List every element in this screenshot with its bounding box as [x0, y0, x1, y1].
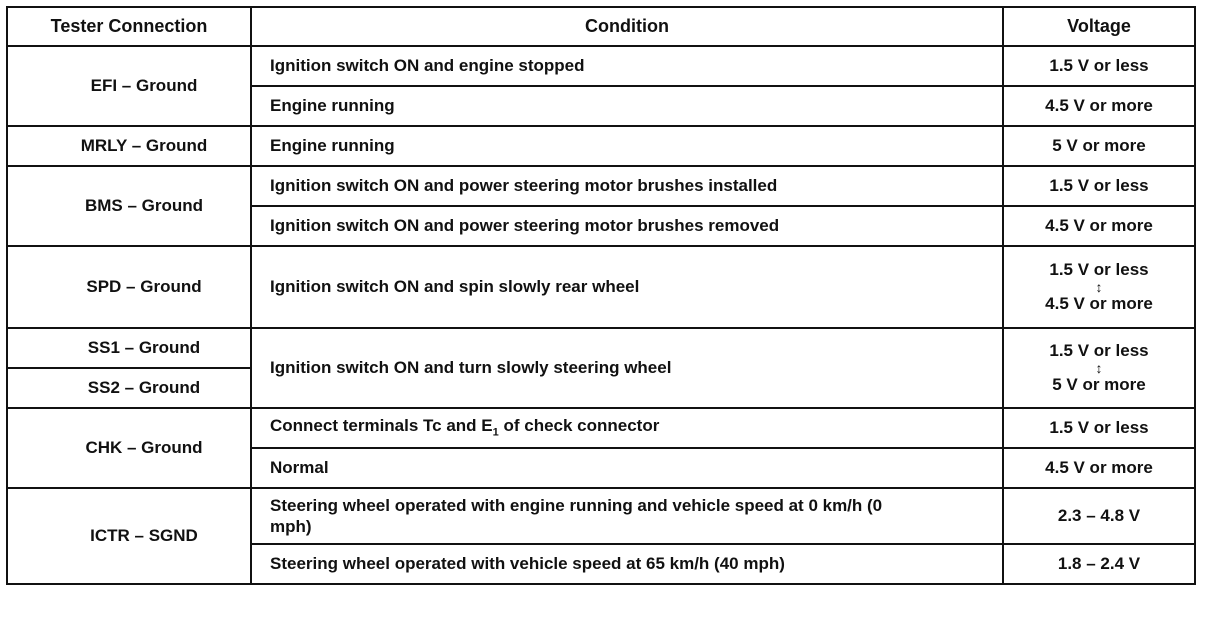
up-down-arrow-icon: ↕	[1095, 278, 1103, 295]
table-row	[7, 126, 1195, 166]
connection-mrly: MRLY – Ground	[7, 126, 251, 166]
condition-cell	[251, 408, 1003, 448]
voltage-test-table	[6, 6, 1196, 585]
voltage-range-cell	[1003, 328, 1195, 408]
voltage-cell: 2.3 – 4.8 V	[1003, 488, 1195, 544]
condition-cell: Ignition switch ON and power steering motor brushes removed	[251, 206, 1003, 246]
condition-cell: Ignition switch ON and power steering motor brushes installed	[251, 166, 1003, 206]
voltage-cell: 1.5 V or less	[1003, 46, 1195, 86]
table-row	[7, 328, 1195, 368]
voltage-cell: 1.5 V or less	[1003, 166, 1195, 206]
voltage-cell: 1.5 V or less	[1003, 408, 1195, 448]
connection-chk: CHK – Ground	[7, 408, 251, 488]
condition-cell: Engine running	[251, 126, 1003, 166]
condition-cell: Ignition switch ON and spin slowly rear wheel	[251, 246, 1003, 328]
condition-text: Steering wheel operated with engine running and vehicle speed at 0 km/h (0 mph)	[270, 495, 883, 536]
subscript: 1	[492, 426, 499, 439]
table-row	[7, 246, 1195, 328]
connection-ictr: ICTR – SGND	[7, 488, 251, 584]
condition-text: of check connector	[498, 416, 660, 436]
condition-cell: Steering wheel operated with vehicle speed at 65 km/h (40 mph)	[251, 544, 1003, 584]
up-down-arrow-icon: ↕	[1095, 359, 1103, 376]
table-row	[7, 166, 1195, 206]
voltage-range-cell	[1003, 246, 1195, 328]
condition-text: Connect terminals Tc and E	[270, 416, 493, 436]
header-condition: Condition	[251, 7, 1003, 46]
table-row	[7, 46, 1195, 86]
voltage-range-top: 1.5 V or less	[1049, 341, 1149, 361]
condition-cell: Ignition switch ON and engine stopped	[251, 46, 1003, 86]
voltage-range-bottom: 5 V or more	[1052, 375, 1146, 395]
header-tester-connection: Tester Connection	[7, 7, 251, 46]
table-row	[7, 488, 1195, 544]
connection-efi: EFI – Ground	[7, 46, 251, 126]
voltage-range-top: 1.5 V or less	[1049, 260, 1149, 280]
condition-cell: Engine running	[251, 86, 1003, 126]
table-row	[7, 408, 1195, 448]
connection-bms: BMS – Ground	[7, 166, 251, 246]
voltage-cell: 5 V or more	[1003, 126, 1195, 166]
connection-ss2: SS2 – Ground	[7, 368, 251, 408]
header-row	[7, 7, 1195, 46]
voltage-cell: 4.5 V or more	[1003, 86, 1195, 126]
voltage-range-bottom: 4.5 V or more	[1045, 294, 1153, 314]
voltage-cell: 1.8 – 2.4 V	[1003, 544, 1195, 584]
condition-cell	[251, 488, 1003, 544]
header-voltage: Voltage	[1003, 7, 1195, 46]
condition-cell: Ignition switch ON and turn slowly steering wheel	[251, 328, 1003, 408]
connection-spd: SPD – Ground	[7, 246, 251, 328]
voltage-cell: 4.5 V or more	[1003, 448, 1195, 488]
connection-ss1: SS1 – Ground	[7, 328, 251, 368]
voltage-cell: 4.5 V or more	[1003, 206, 1195, 246]
condition-cell: Normal	[251, 448, 1003, 488]
